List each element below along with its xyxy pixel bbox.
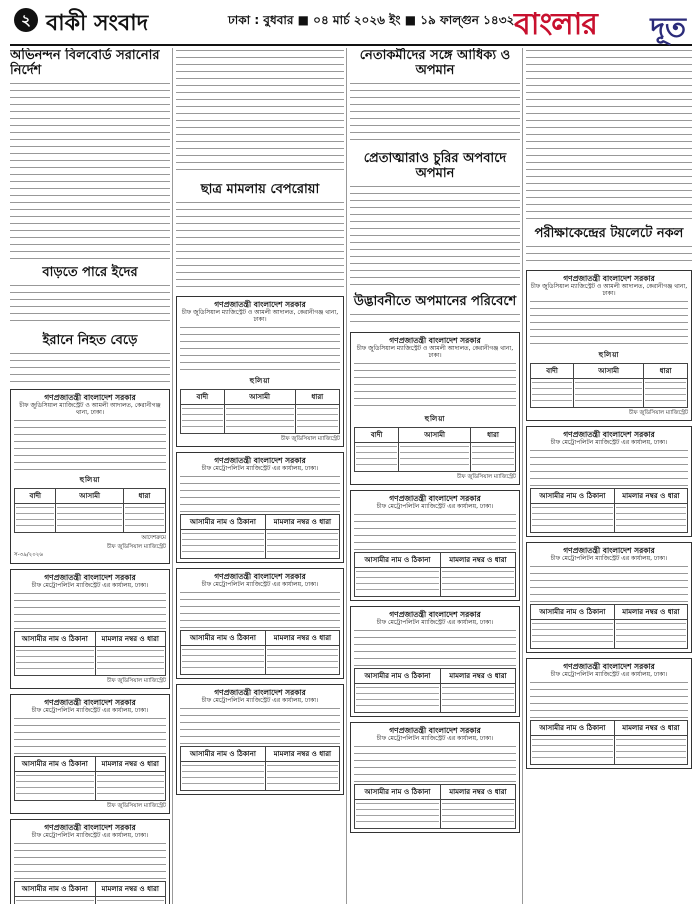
notice-body: [14, 841, 166, 881]
notice-court: চীফ জুডিসিয়াল ম্যাজিস্ট্রেট ও আমলী আদালত, কেরানীগঞ্জ থানা, ঢাকা।: [356, 345, 514, 359]
story-headline: নেতাকর্মীদের সঙ্গে আধিক্য ও অপমান: [359, 48, 511, 78]
notice-org: গণপ্রজাতন্ত্রী বাংলাদেশ সরকার: [214, 688, 306, 697]
notice-signer: চীফ জুডিসিয়াল ম্যাজিস্ট্রেট: [457, 474, 516, 480]
notice-body: [14, 418, 166, 472]
story-headline: পরীক্ষাকেন্দ্রের টয়লেটে নকল: [534, 226, 684, 241]
notice-body: [180, 474, 340, 514]
col-name-addr: আসামীর নাম ও ঠিকানা: [15, 632, 96, 647]
notice-court: চীফ মেট্রোপলিটন ম্যাজিস্ট্রেট এর কার্যালয়, ঢাকা।: [376, 735, 494, 742]
column-3: [350, 48, 520, 904]
notice-body: [530, 299, 688, 347]
notice-table: [14, 488, 166, 533]
notice-court: চীফ মেট্রোপলিটন ম্যাজিস্ট্রেট এর কার্যালয়, ঢাকা।: [376, 619, 494, 626]
story-body: [350, 81, 520, 145]
col-plaintiff: বাদী: [531, 364, 574, 379]
col-name-addr: আসামীর নাম ও ঠিকানা: [355, 553, 441, 568]
notice-signer: চীফ জুডিসিয়াল ম্যাজিস্ট্রেট: [107, 544, 166, 550]
notice-signer: চীফ জুডিসিয়াল ম্যাজিস্ট্রেট: [629, 410, 688, 416]
story-body: [10, 351, 170, 383]
legal-notice: [526, 542, 692, 653]
story-body: [10, 81, 170, 259]
col-plaintiff: বাদী: [181, 390, 225, 405]
notice-org: গণপ্রজাতন্ত্রী বাংলাদেশ সরকার: [563, 274, 655, 283]
notice-table: [14, 756, 166, 801]
notice-court: চীফ জুডিসিয়াল ম্যাজিস্ট্রেট ও আমলী আদালত, কেরানীগঞ্জ থানা, ঢাকা।: [181, 309, 339, 323]
notice-title: হুলিয়া: [598, 351, 620, 359]
col-case: মামলার নম্বর ও ধারা: [95, 882, 165, 897]
col-name-addr: আসামীর নাম ও ঠিকানা: [355, 669, 441, 684]
notice-org: গণপ্রজাতন্ত্রী বাংলাদেশ সরকার: [389, 610, 481, 619]
story-body: [350, 184, 520, 288]
col-accused: আসামী: [574, 364, 644, 379]
masthead-logo: [514, 4, 690, 44]
col-section: ধারা: [644, 364, 688, 379]
notice-table: [354, 552, 516, 597]
story: [176, 48, 344, 176]
page-header: [10, 4, 692, 46]
notice-org: গণপ্রজাতন্ত্রী বাংলাদেশ সরকার: [44, 823, 136, 832]
logo-mark: দূত: [650, 11, 686, 44]
notice-title: হুলিয়া: [249, 377, 271, 385]
col-name-addr: আসামীর নাম ও ঠিকানা: [355, 785, 441, 800]
notice-org: গণপ্রজাতন্ত্রী বাংলাদেশ সরকার: [563, 430, 655, 439]
legal-notice: [176, 684, 344, 795]
notice-body: [530, 448, 688, 488]
notice-org: গণপ্রজাতন্ত্রী বাংলাদেশ সরকার: [214, 572, 306, 581]
legal-notice: [350, 722, 520, 833]
notice-court: চীফ মেট্রোপলিটন ম্যাজিস্ট্রেট এর কার্যালয়, ঢাকা।: [201, 465, 319, 472]
story-body: [10, 283, 170, 327]
notice-body: [354, 361, 516, 411]
story: [10, 333, 170, 383]
notice-court: চীফ মেট্রোপলিটন ম্যাজিস্ট্রেট এর কার্যালয়, ঢাকা।: [550, 671, 668, 678]
col-section: ধারা: [295, 390, 339, 405]
col-case: মামলার নম্বর ও ধারা: [265, 631, 339, 646]
col-case: মামলার নম্বর ও ধারা: [95, 757, 165, 772]
notice-title: হুলিয়া: [79, 476, 101, 484]
notice-signer: চীফ জুডিসিয়াল ম্যাজিস্ট্রেট: [107, 678, 166, 684]
notice-org: গণপ্রজাতন্ত্রী বাংলাদেশ সরকার: [389, 494, 481, 503]
notice-org: গণপ্রজাতন্ত্রী বাংলাদেশ সরকার: [563, 662, 655, 671]
notice-court: চীফ মেট্রোপলিটন ম্যাজিস্ট্রেট এর কার্যালয়, ঢাকা।: [550, 439, 668, 446]
legal-notice: [526, 270, 692, 421]
col-case: মামলার নম্বর ও ধারা: [440, 669, 515, 684]
col-case: মামলার নম্বর ও ধারা: [614, 605, 687, 620]
page-number: ২: [14, 8, 38, 32]
col-name-addr: আসামীর নাম ও ঠিকানা: [181, 631, 266, 646]
story: [526, 226, 692, 264]
notice-body: [180, 590, 340, 630]
story: [176, 182, 344, 290]
col-case: মামলার নম্বর ও ধারা: [614, 721, 687, 736]
notice-signer: চীফ জুডিসিয়াল ম্যাজিস্ট্রেট: [107, 803, 166, 809]
notice-org: গণপ্রজাতন্ত্রী বাংলাদেশ সরকার: [214, 300, 306, 309]
legal-notice: [526, 426, 692, 537]
col-accused: আসামী: [56, 489, 123, 504]
notice-court: চীফ মেট্রোপলিটন ম্যাজিস্ট্রেট এর কার্যালয়, ঢাকা।: [201, 581, 319, 588]
col-case: মামলার নম্বর ও ধারা: [440, 553, 515, 568]
column-4: [526, 48, 692, 904]
story-headline: ইরানে নিহত বেড়ে: [42, 333, 138, 348]
notice-body: [14, 591, 166, 631]
col-case: মামলার নম্বর ও ধারা: [614, 489, 687, 504]
column-2: [176, 48, 344, 904]
notice-court: চীফ মেট্রোপলিটন ম্যাজিস্ট্রেট এর কার্যালয়, ঢাকা।: [376, 503, 494, 510]
notice-table: [354, 427, 516, 472]
col-case: মামলার নম্বর ও ধারা: [265, 747, 339, 762]
notice-table: [14, 881, 166, 904]
legal-notice: [10, 694, 170, 814]
col-name-addr: আসামীর নাম ও ঠিকানা: [15, 757, 96, 772]
logo-mark-wrap: [626, 4, 686, 44]
col-case: মামলার নম্বর ও ধারা: [95, 632, 165, 647]
notice-org: গণপ্রজাতন্ত্রী বাংলাদেশ সরকার: [563, 546, 655, 555]
col-accused: আসামী: [399, 428, 471, 443]
col-name-addr: আসামীর নাম ও ঠিকানা: [15, 882, 96, 897]
notice-signature: আদেশক্রমে: [141, 535, 166, 541]
legal-notice: [176, 452, 344, 563]
col-section: ধারা: [471, 428, 516, 443]
story: [350, 151, 520, 288]
notice-table: [354, 784, 516, 829]
story-body: [350, 312, 520, 326]
notice-body: [14, 716, 166, 756]
legal-notice: [350, 490, 520, 601]
notice-org: গণপ্রজাতন্ত্রী বাংলাদেশ সরকার: [389, 336, 481, 345]
legal-notice: [526, 658, 692, 769]
col-name-addr: আসামীর নাম ও ঠিকানা: [531, 721, 615, 736]
story: [526, 48, 692, 220]
legal-notice: [10, 569, 170, 689]
notice-table: [180, 389, 340, 434]
notice-org: গণপ্রজাতন্ত্রী বাংলাদেশ সরকার: [44, 573, 136, 582]
notice-body: [354, 628, 516, 668]
legal-notice: [350, 332, 520, 485]
notice-court: চীফ জুডিসিয়াল ম্যাজিস্ট্রেট ও আমলী আদালত, কেরানীগঞ্জ থানা, ঢাকা।: [530, 283, 688, 297]
story-headline: অভিনন্দন বিলবোর্ড সরানোর নির্দেশ: [10, 48, 160, 78]
story: [10, 265, 170, 327]
col-case: মামলার নম্বর ও ধারা: [265, 515, 339, 530]
col-name-addr: আসামীর নাম ও ঠিকানা: [531, 489, 615, 504]
notice-court: চীফ মেট্রোপলিটন ম্যাজিস্ট্রেট এর কার্যালয়, ঢাকা।: [31, 582, 149, 589]
column-divider: [172, 48, 173, 904]
notice-body: [180, 325, 340, 373]
notice-court: চীফ মেট্রোপলিটন ম্যাজিস্ট্রেট এর কার্যালয়, ঢাকা।: [31, 707, 149, 714]
dateline: ঢাকা : বুধবার ■ ০৪ মার্চ ২০২৬ ইং ■ ১৯ ফাল্গুন ১৪৩২: [228, 13, 515, 27]
notice-table: [530, 604, 688, 649]
col-plaintiff: বাদী: [355, 428, 399, 443]
notice-org: গণপ্রজাতন্ত্রী বাংলাদেশ সরকার: [44, 393, 136, 402]
story-body: [526, 244, 692, 264]
notice-table: [180, 514, 340, 559]
notice-body: [354, 512, 516, 552]
story: [350, 48, 520, 145]
legal-notice: [10, 389, 170, 564]
notice-table: [530, 488, 688, 533]
notice-table: [180, 746, 340, 791]
notice-table: [180, 630, 340, 675]
notice-body: [354, 744, 516, 784]
notice-table: [354, 668, 516, 713]
notice-body: [530, 680, 688, 720]
notice-table: [14, 631, 166, 676]
story-body: [526, 48, 692, 220]
story-headline: ছাত্র মামলায় বেপরোয়া: [200, 182, 320, 197]
col-name-addr: আসামীর নাম ও ঠিকানা: [531, 605, 615, 620]
column-divider: [346, 48, 347, 904]
story-headline: প্রেতাত্মারাও চুরির অপবাদে অপমান: [363, 151, 507, 181]
logo-text: বাংলার: [514, 7, 597, 42]
notice-body: [530, 564, 688, 604]
notice-ref: স-৩৯/২০২৬: [14, 552, 43, 558]
story: [350, 294, 520, 326]
notice-court: চীফ জুডিসিয়াল ম্যাজিস্ট্রেট ও আমলী আদালত, কেরানীগঞ্জ থানা, ঢাকা।: [19, 402, 161, 416]
notice-table: [530, 720, 688, 765]
notice-org: গণপ্রজাতন্ত্রী বাংলাদেশ সরকার: [214, 456, 306, 465]
col-name-addr: আসামীর নাম ও ঠিকানা: [181, 515, 266, 530]
notice-title: হুলিয়া: [424, 415, 446, 423]
notice-court: চীফ মেট্রোপলিটন ম্যাজিস্ট্রেট এর কার্যালয়, ঢাকা।: [201, 697, 319, 704]
notice-body: [180, 706, 340, 746]
story-headline: উদ্ভাবনীতে অপমানের পরিবেশে: [353, 294, 517, 309]
col-accused: আসামী: [224, 390, 295, 405]
col-section: ধারা: [123, 489, 165, 504]
col-case: মামলার নম্বর ও ধারা: [440, 785, 515, 800]
notice-court: চীফ মেট্রোপলিটন ম্যাজিস্ট্রেট এর কার্যালয়, ঢাকা।: [31, 832, 149, 839]
legal-notice: [10, 819, 170, 904]
legal-notice: [176, 568, 344, 679]
legal-notice: [350, 606, 520, 717]
story-headline: বাড়তে পারে ইদের: [42, 265, 138, 280]
notice-court: চীফ মেট্রোপলিটন ম্যাজিস্ট্রেট এর কার্যালয়, ঢাকা।: [550, 555, 668, 562]
column-divider: [522, 48, 523, 904]
col-plaintiff: বাদী: [15, 489, 56, 504]
story: [10, 48, 170, 259]
notice-table: [530, 363, 688, 408]
col-name-addr: আসামীর নাম ও ঠিকানা: [181, 747, 266, 762]
story-body: [176, 200, 344, 290]
column-1: [10, 48, 170, 904]
section-title: বাকী সংবাদ: [46, 10, 149, 36]
notice-signer: চীফ জুডিসিয়াল ম্যাজিস্ট্রেট: [281, 436, 340, 442]
legal-notice: [176, 296, 344, 447]
notice-org: গণপ্রজাতন্ত্রী বাংলাদেশ সরকার: [44, 698, 136, 707]
story-body: [176, 48, 344, 176]
notice-org: গণপ্রজাতন্ত্রী বাংলাদেশ সরকার: [389, 726, 481, 735]
